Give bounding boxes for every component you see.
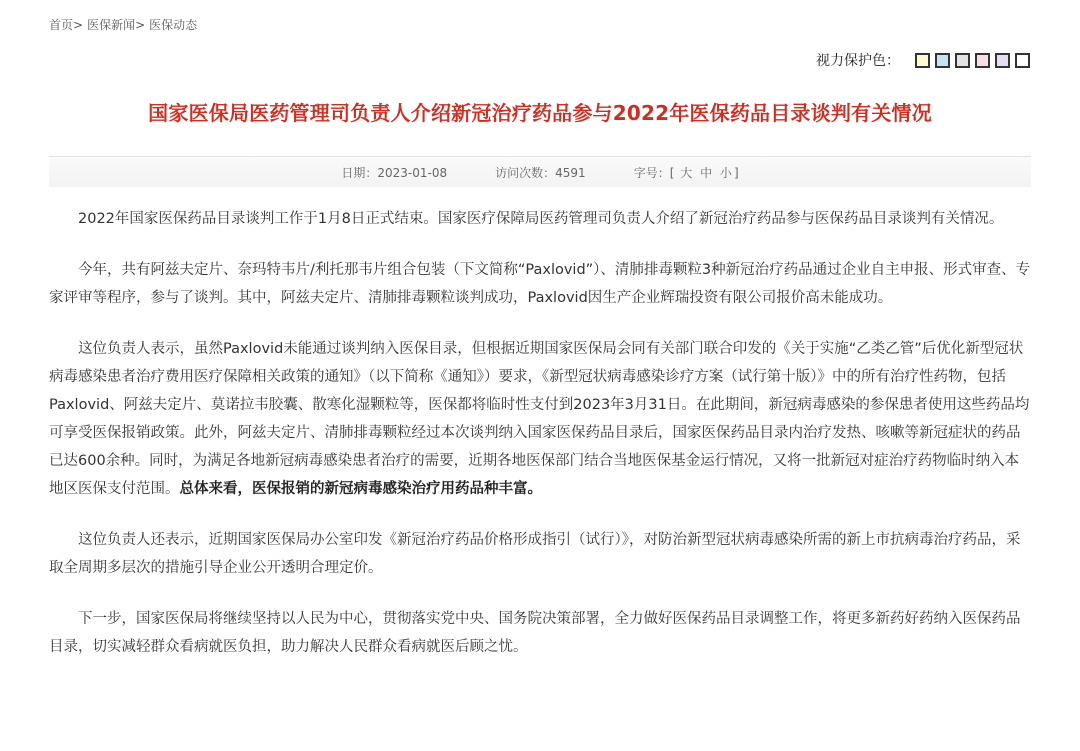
views-value: 4591 — [555, 165, 586, 180]
article-title: 国家医保局医药管理司负责人介绍新冠治疗药品参与2022年医保药品目录谈判有关情况 — [148, 101, 932, 125]
breadcrumb — [49, 16, 197, 33]
eye-care-label: 视力保护色： — [816, 53, 900, 69]
paragraph-3-text: 这位负责人表示，虽然Paxlovid未能通过谈判纳入医保目录，但根据近期国家医保局会同有关部门联合印发的《关于实施“乙类乙管”后优化新型冠状病毒感染患者治疗费用医疗保障相关政策的通知》（以下简称《通知》）要求，《新型冠状病毒感染诊疗方案（试行第十版）》中的所有治疗性药物，包括Paxlovid、阿兹夫定片、莫诺拉韦胶囊、散寒化湿颗粒等，医保都将临时性支付到2023年3月31日。在此期间，新冠病毒感染的参保患者使用这些药品均可享受医保报销政策。此外，阿兹夫定片、清肺排毒颗粒经过本次谈判纳入国家医保药品目录后，国家医保药品目录内治疗发热、咳嗽等新冠症状的药品已达600余种。同时，为满足各地新冠病毒感染患者治疗的需要，近期各地医保部门结合当地医保基金运行情况，又将一批新冠对症治疗药物临时纳入本地区医保支付范围。 — [49, 341, 1030, 497]
views-label: 访问次数： — [495, 165, 556, 180]
eye-care-color-picker — [816, 50, 1030, 70]
paragraph-4: 这位负责人还表示，近期国家医保局办公室印发《新冠治疗药品价格形成指引（试行）》，对防治新型冠状病毒感染所需的新上市抗病毒治疗药品，采取全周期多层次的措施引导企业公开透明合理定价。 — [49, 532, 1021, 576]
paragraph-3-bold-summary: 总体来看，医保报销的新冠病毒感染治疗用药品种丰富。 — [179, 481, 542, 497]
bracket-open: [ — [669, 165, 675, 180]
article-body — [49, 205, 1031, 684]
swatch-pink[interactable] — [975, 53, 990, 68]
swatch-white[interactable] — [1015, 53, 1030, 68]
breadcrumb-separator: > — [135, 18, 146, 32]
swatch-blue[interactable] — [935, 53, 950, 68]
font-size-large-link[interactable]: 大 — [680, 165, 693, 180]
breadcrumb-current-link[interactable]: 医保动态 — [149, 18, 198, 32]
paragraph-1: 2022年国家医保药品目录谈判工作于1月8日正式结束。国家医疗保障局医药管理司负责人介绍了新冠治疗药品参与医保药品目录谈判有关情况。 — [78, 211, 1004, 227]
font-size-control — [634, 164, 739, 181]
font-size-medium-link[interactable]: 中 — [700, 165, 713, 180]
paragraph-3 — [49, 335, 1031, 503]
paragraph-5: 下一步，国家医保局将继续坚持以人民为中心，贯彻落实党中央、国务院决策部署，全力做好医保药品目录调整工作，将更多新药好药纳入医保药品目录，切实减轻群众看病就医负担，助力解决人民群众看病就医后顾之忧。 — [49, 611, 1021, 655]
bracket-close: ] — [733, 165, 739, 180]
date-value: 2023-01-08 — [377, 165, 448, 180]
font-size-small-link[interactable]: 小 — [719, 165, 732, 180]
breadcrumb-separator: > — [73, 18, 84, 32]
breadcrumb-home-link[interactable]: 首页 — [49, 18, 74, 32]
breadcrumb-news-link[interactable]: 医保新闻 — [87, 18, 136, 32]
swatch-gray[interactable] — [955, 53, 970, 68]
date-meta — [341, 164, 447, 181]
font-size-label: 字号： — [633, 165, 670, 180]
views-meta — [495, 164, 586, 181]
paragraph-2: 今年，共有阿兹夫定片、奈玛特韦片/利托那韦片组合包装（下文简称“Paxlovid”）、清肺排毒颗粒3种新冠治疗药品通过企业自主申报、形式审查、专家评审等程序，参与了谈判。其中，阿兹夫定片、清肺排毒颗粒谈判成功，Paxlovid因生产企业辉瑞投资有限公司报价高未能成功。 — [49, 262, 1031, 306]
date-label: 日期： — [341, 165, 378, 180]
swatch-yellow[interactable] — [915, 53, 930, 68]
article-meta-bar — [49, 156, 1031, 187]
swatch-lavender[interactable] — [995, 53, 1010, 68]
